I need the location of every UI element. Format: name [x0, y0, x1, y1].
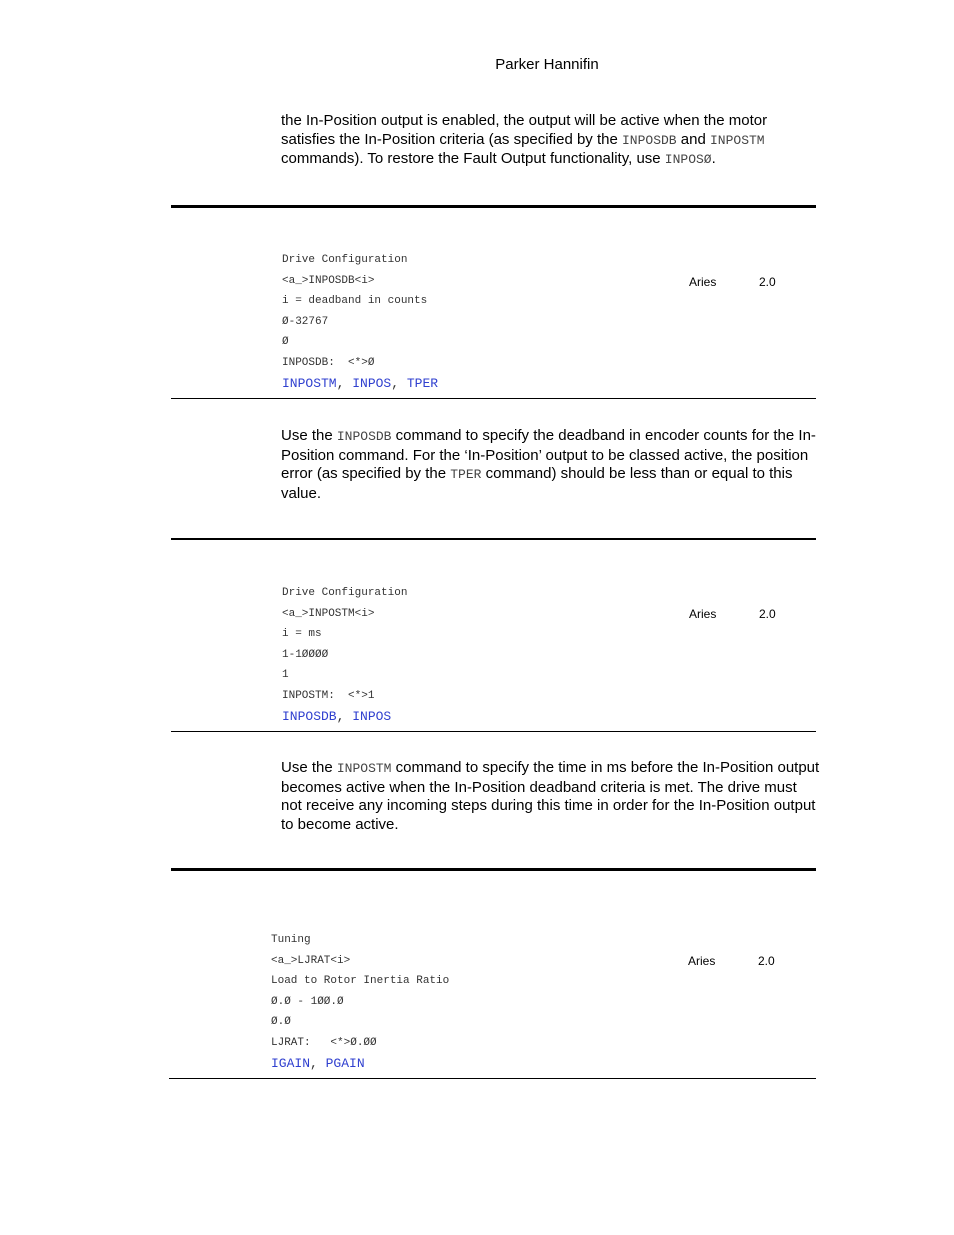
section-divider [169, 1078, 816, 1079]
spec-response: LJRAT: <*>Ø.ØØ [271, 1036, 377, 1049]
product-rev: 2.0 [759, 275, 776, 289]
spec-type: Drive Configuration [282, 254, 408, 266]
description-text: Use the [281, 759, 337, 776]
see-also-link[interactable]: TPER [406, 376, 439, 391]
description-paragraph [281, 759, 821, 834]
see-also-link[interactable]: INPOSDB [282, 709, 337, 724]
section-divider [171, 398, 816, 399]
inline-code: INPOSTM [709, 132, 765, 148]
spec-default: Ø [282, 336, 289, 348]
see-also-link[interactable]: INPOS [352, 376, 392, 391]
inline-code: INPOSDB [622, 132, 677, 148]
spec-type: Tuning [271, 934, 311, 946]
description-paragraph [281, 427, 821, 503]
page-header: Parker Hannifin [495, 56, 599, 73]
spec-range: Ø.Ø - 1ØØ.Ø [271, 995, 344, 1008]
see-also-link[interactable]: IGAIN [271, 1056, 311, 1071]
spec-range: 1-1ØØØØ [282, 648, 329, 661]
intro-paragraph [281, 112, 821, 170]
command-spec-inposdb [282, 250, 438, 395]
intro-text: . [711, 150, 716, 167]
spec-type: Drive Configuration [282, 587, 408, 599]
spec-range: Ø-32767 [282, 315, 329, 328]
command-spec-inpostm [282, 583, 407, 728]
section-divider [171, 731, 816, 732]
see-also-link[interactable]: PGAIN [325, 1056, 365, 1071]
description-text: command to specify the time in ms before the In-Position output becomes active when the In-Position deadband criteria is met. The drive must not receive any incoming steps during this time in order for the In-Position output to become active. [281, 759, 820, 833]
inline-code: INPOSTM [336, 761, 392, 776]
intro-text: commands). To restore the Fault Output functionality, use [281, 150, 665, 167]
see-also-link[interactable]: INPOS [352, 709, 392, 724]
product-name: Aries [689, 607, 717, 621]
description-text: command) should be less than or equal to this value. [281, 465, 793, 502]
product-name: Aries [689, 275, 717, 289]
see-also: INPOSDB, INPOS [282, 709, 392, 724]
section-divider [171, 868, 816, 871]
section-divider [171, 205, 816, 208]
intro-text: the In-Position output is enabled, the output will be active when the motor satisfies the In-Position criteria (as specified by the [281, 112, 768, 148]
spec-response: INPOSTM: <*>1 [282, 689, 375, 702]
product-rev: 2.0 [759, 607, 776, 621]
spec-units: i = deadband in counts [282, 295, 428, 307]
spec-response: INPOSDB: <*>Ø [282, 356, 375, 369]
spec-syntax: <a_>INPOSTM<i> [282, 607, 375, 620]
inline-code: TPER [450, 467, 482, 482]
spec-default: 1 [282, 669, 289, 681]
product-name: Aries [688, 954, 716, 968]
see-also: INPOSTM, INPOS, TPER [282, 376, 439, 391]
description-text: command to specify the deadband in encoder counts for the In-Position command. For the ‘In-Position’ output to be classed active, the position error (as specified by the [281, 427, 816, 482]
section-divider [171, 538, 816, 540]
command-spec-ljrat [271, 930, 449, 1075]
spec-default: Ø.Ø [271, 1016, 291, 1028]
spec-units: i = ms [282, 628, 322, 640]
inline-code: INPOSDB [336, 429, 392, 444]
see-also: IGAIN, PGAIN [271, 1056, 365, 1071]
inline-code: INPOSØ [664, 152, 712, 167]
intro-text: and [676, 130, 710, 148]
spec-syntax: <a_>LJRAT<i> [271, 954, 351, 967]
description-text: Use the [281, 427, 337, 444]
spec-units: Load to Rotor Inertia Ratio [271, 975, 450, 987]
product-rev: 2.0 [758, 954, 775, 968]
see-also-link[interactable]: INPOSTM [282, 376, 337, 391]
spec-syntax: <a_>INPOSDB<i> [282, 274, 375, 287]
